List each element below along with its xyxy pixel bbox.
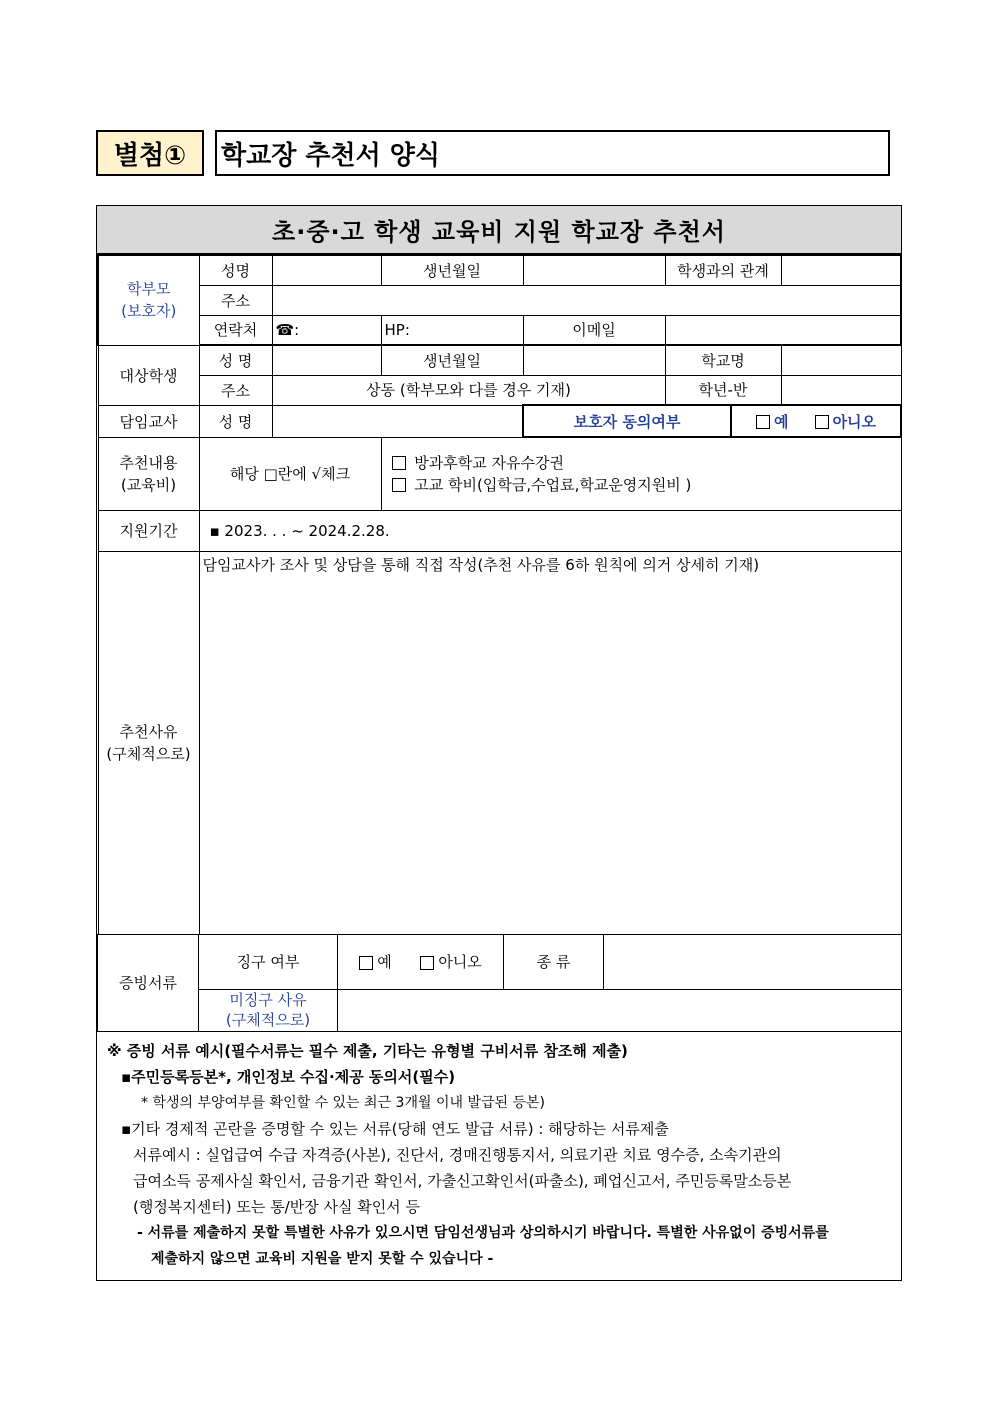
document-title: 학교장 추천서 양식	[215, 130, 890, 176]
student-address-label: 주소	[199, 375, 272, 405]
recommend-group-label	[98, 437, 199, 510]
not-collected-field[interactable]	[338, 989, 902, 1031]
parent-name-field[interactable]	[272, 255, 381, 285]
collected-no-label: 아니오	[438, 953, 482, 971]
option-after-school[interactable]	[392, 452, 898, 474]
not-collected-label-1: 미징구 사유	[229, 991, 307, 1009]
relation-label: 학생과의 관계	[665, 255, 781, 285]
parent-address-label: 주소	[199, 285, 272, 315]
form-title: 초·중·고 학생 교육비 지원 학교장 추천서	[97, 206, 901, 254]
attachment-badge: 별첨①	[96, 130, 204, 176]
teacher-name-field[interactable]	[272, 405, 523, 437]
email-field[interactable]	[665, 315, 901, 345]
checkbox-icon	[392, 456, 406, 470]
option-high-school-fee-label: 고교 학비(입학금,수업료,학교운영지원비 )	[414, 475, 692, 494]
period-label: 지원기간	[98, 510, 199, 551]
collected-label: 징구 여부	[199, 934, 338, 989]
notes-line-required: ▪주민등록등본*, 개인정보 수집·제공 동의서(필수)	[121, 1067, 456, 1086]
reason-label-2: (구체적으로)	[106, 744, 191, 763]
collected-yes-checkbox[interactable]	[359, 953, 392, 971]
checkbox-icon	[815, 415, 829, 429]
period-value[interactable]: ▪ 2023. . . ~ 2024.2.28.	[199, 510, 901, 551]
parent-birth-label: 생년월일	[381, 255, 523, 285]
parent-address-field[interactable]	[272, 285, 901, 315]
notes-warning-1: - 서류를 제출하지 못할 특별한 사유가 있으시면 담임선생님과 상의하시기 바랍니다. 특별한 사유없이 증빙서류를	[137, 1224, 829, 1241]
not-collected-label-2: (구체적으로)	[225, 1011, 311, 1029]
school-label: 학교명	[665, 345, 781, 375]
checkbox-icon	[359, 956, 373, 970]
checkbox-icon	[420, 956, 434, 970]
recommend-label-2: (교육비)	[120, 475, 177, 494]
recommend-instruction: 해당 □란에 √체크	[199, 437, 381, 510]
teacher-group-label: 담임교사	[98, 405, 199, 437]
option-after-school-label: 방과후학교 자유수강권	[414, 453, 564, 472]
notes-line-examples-2: 급여소득 공제사실 확인서, 금융기관 확인서, 가출신고확인서(파출소), 폐업신고서, 주민등록말소등본	[133, 1171, 792, 1190]
notes-line-examples-3: (행정복지센터) 또는 통/반장 사실 확인서 등	[133, 1197, 420, 1216]
collected-no-checkbox[interactable]	[420, 953, 481, 971]
checkbox-icon	[392, 478, 406, 492]
parent-birth-field[interactable]	[523, 255, 665, 285]
form-table	[97, 254, 902, 935]
notes-title: ※ 증빙 서류 예시(필수서류는 필수 제출, 기타는 유형별 구비서류 참조해 제출)	[107, 1041, 628, 1060]
reason-label-1: 추천사유	[119, 722, 178, 741]
reason-field[interactable]	[199, 551, 901, 934]
type-field[interactable]	[604, 934, 902, 989]
notes-line-resident: * 학생의 부양여부를 확인할 수 있는 최근 3개월 이내 발급된 등본)	[141, 1094, 545, 1111]
notes-line-other: ▪기타 경제적 곤란을 증명할 수 있는 서류(당해 연도 발급 서류) : 해당하는 서류제출	[121, 1119, 669, 1138]
student-name-field[interactable]	[272, 345, 381, 375]
consent-no-label: 아니오	[832, 412, 877, 431]
school-field[interactable]	[781, 345, 901, 375]
consent-options	[731, 405, 901, 437]
phone-field[interactable]: ☎:	[272, 315, 381, 345]
contact-label: 연락처	[199, 315, 272, 345]
relation-field[interactable]	[781, 255, 901, 285]
notes-line-examples-1: 서류예시 : 실업급여 수급 자격증(사본), 진단서, 경매진행통지서, 의료기관 치료 영수증, 소속기관의	[133, 1145, 782, 1164]
evidence-table	[97, 934, 902, 1032]
notes-warning-2: 제출하지 않으면 교육비 지원을 받지 못할 수 있습니다 -	[151, 1250, 494, 1267]
parent-label-1: 학부모	[127, 280, 171, 299]
not-collected-label	[199, 989, 338, 1031]
teacher-name-label: 성 명	[199, 405, 272, 437]
consent-label: 보호자 동의여부	[523, 405, 731, 437]
student-name-label: 성 명	[199, 345, 272, 375]
grade-label: 학년-반	[665, 375, 781, 405]
email-label: 이메일	[523, 315, 665, 345]
student-address-field[interactable]: 상동 (학부모와 다를 경우 기재)	[272, 375, 665, 405]
checkbox-icon	[756, 415, 770, 429]
collected-options	[338, 934, 504, 989]
student-birth-label: 생년월일	[381, 345, 523, 375]
student-birth-field[interactable]	[523, 345, 665, 375]
hp-field[interactable]: HP:	[381, 315, 523, 345]
evidence-label: 증빙서류	[98, 934, 199, 1031]
parent-label-2: (보호자)	[121, 302, 177, 321]
consent-yes-label: 예	[773, 412, 789, 431]
grade-field[interactable]	[781, 375, 901, 405]
parent-name-label: 성명	[199, 255, 272, 285]
reason-label	[98, 551, 199, 934]
collected-yes-label: 예	[377, 953, 392, 971]
recommend-options	[381, 437, 901, 510]
reason-guide: 담임교사가 조사 및 상담을 통해 직접 작성(추천 사유를 6하 원칙에 의거 상세히 기재)	[202, 555, 760, 574]
option-high-school-fee[interactable]	[392, 474, 898, 496]
student-group-label: 대상학생	[98, 345, 199, 405]
parent-group-label	[98, 255, 199, 345]
type-label: 종 류	[504, 934, 604, 989]
recommend-label-1: 추천내용	[119, 453, 178, 472]
evidence-notes	[97, 1032, 901, 1280]
consent-yes-checkbox[interactable]	[756, 413, 789, 431]
recommendation-form	[96, 205, 902, 1281]
consent-no-checkbox[interactable]	[815, 413, 876, 431]
